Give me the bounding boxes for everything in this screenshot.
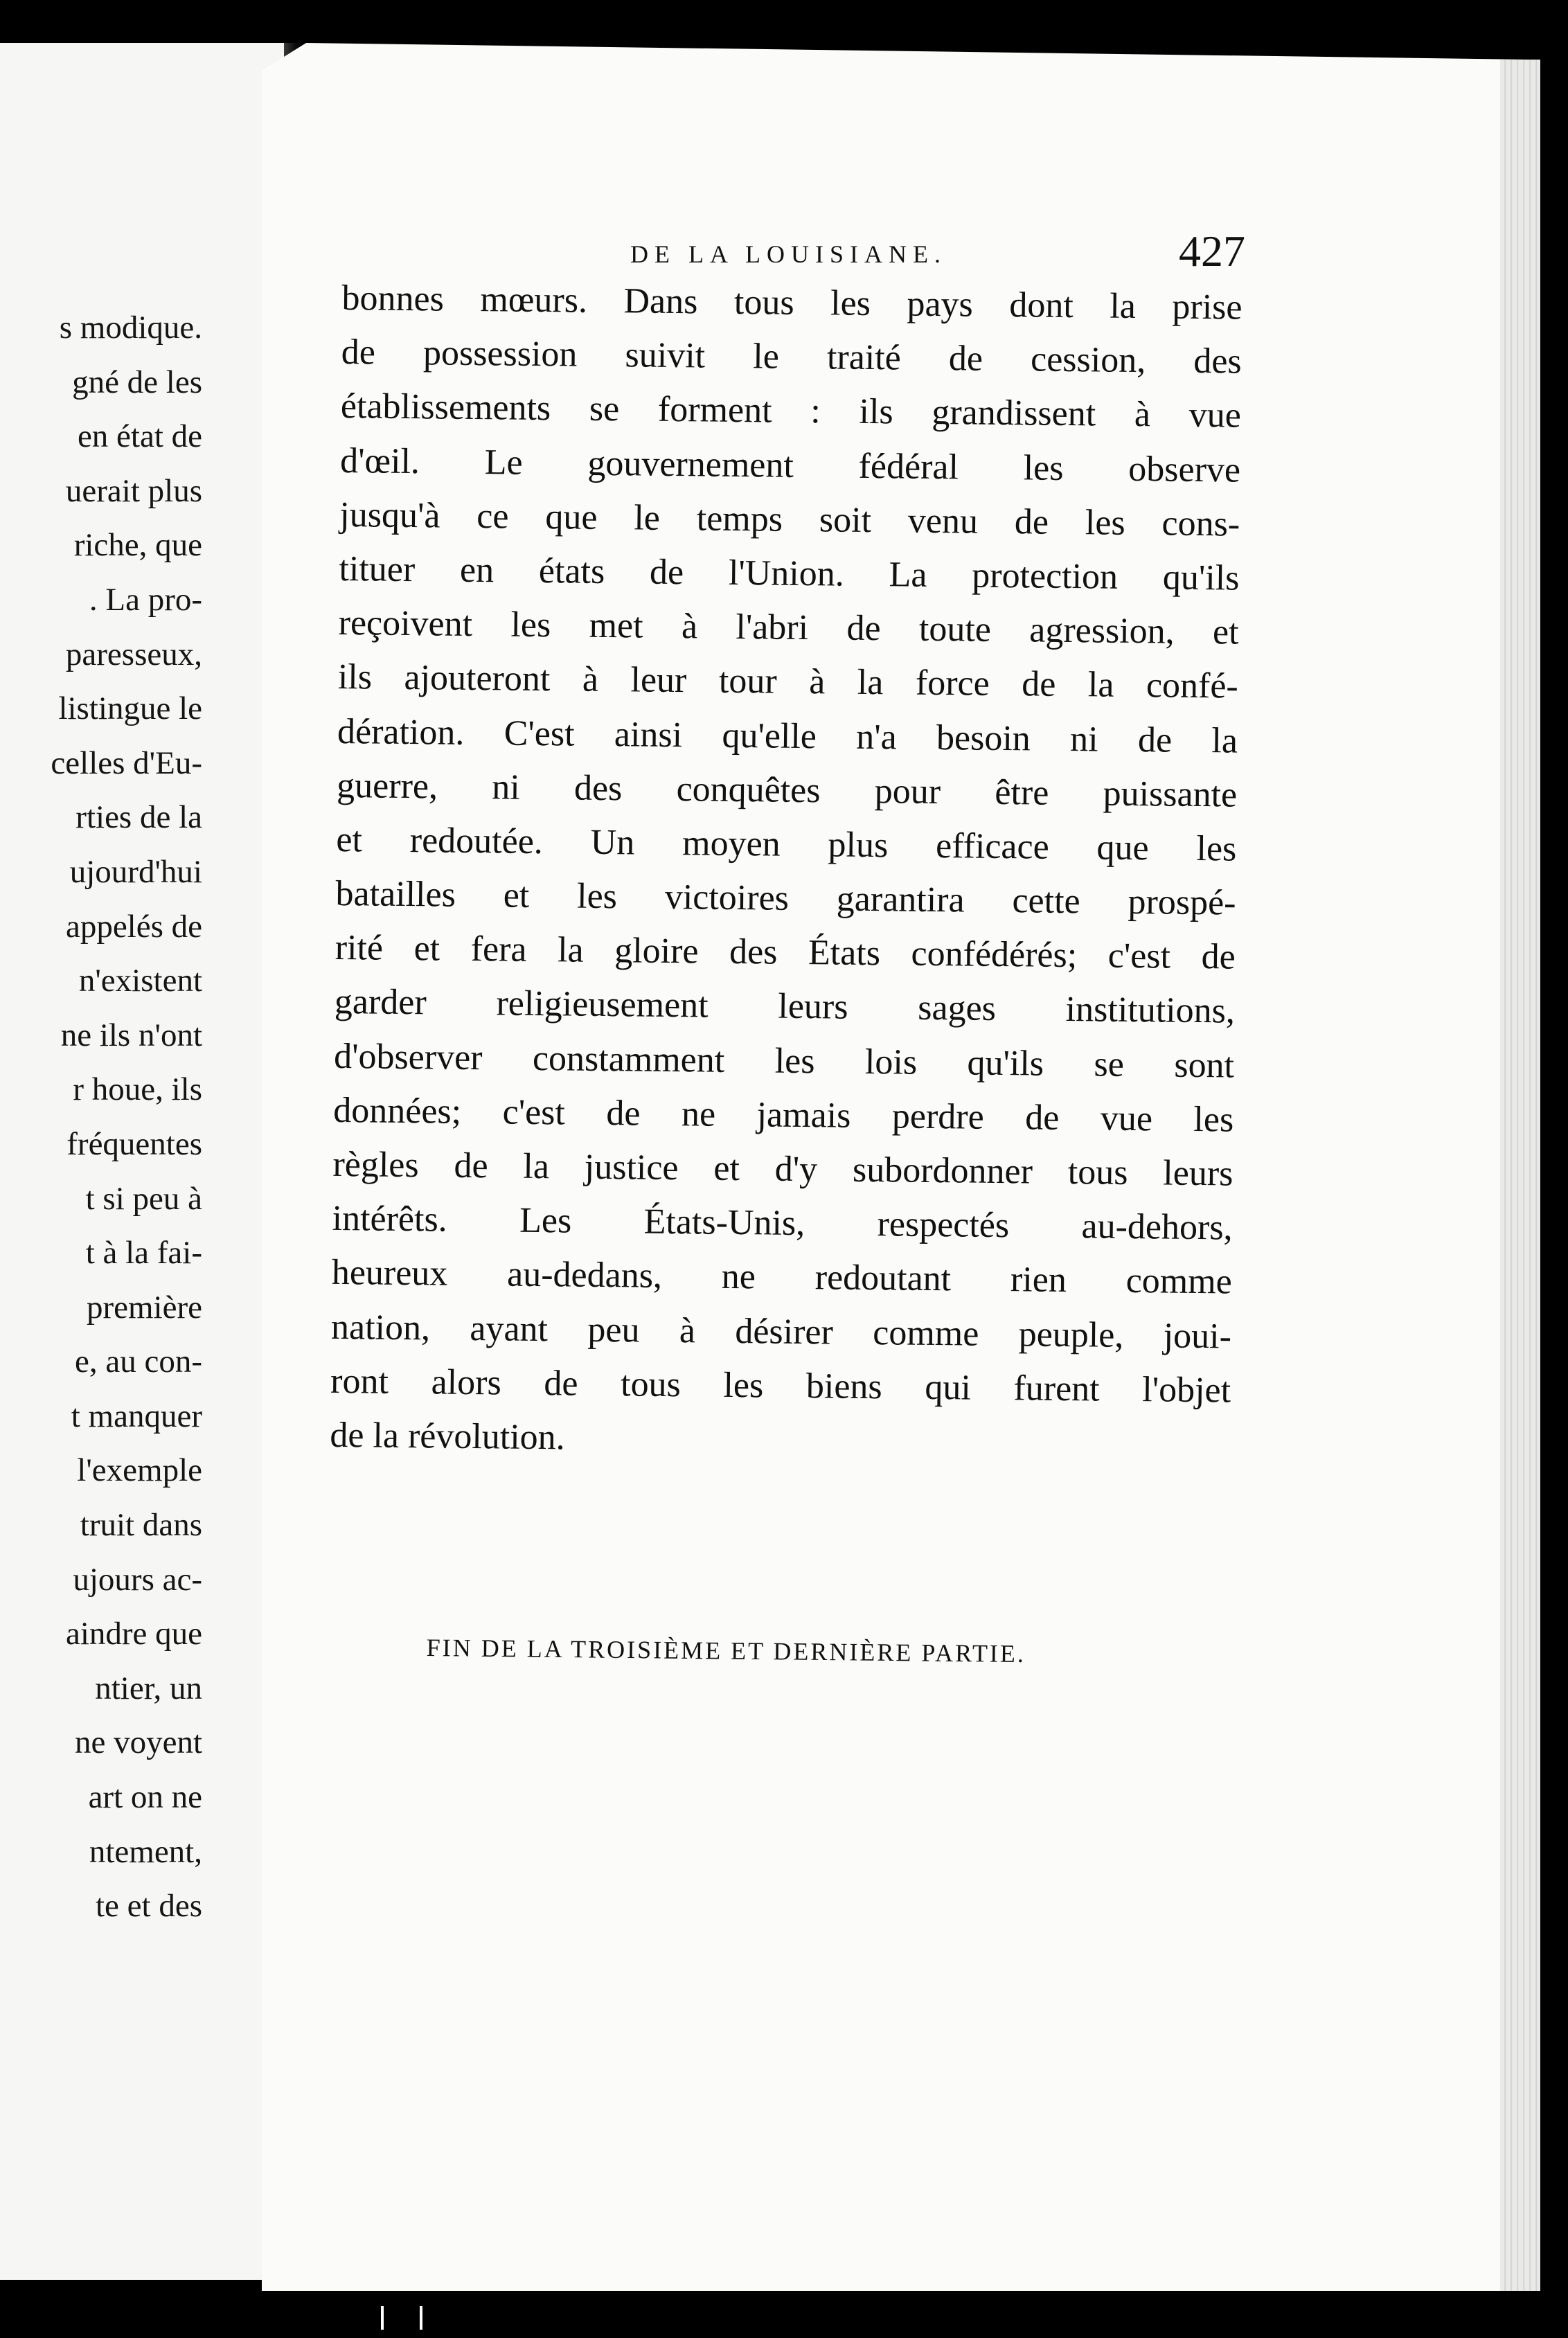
text-line: et redoutée. Un moyen plus efficace que les	[336, 819, 1237, 869]
text-line: d'observer constamment les lois qu'ils se sont	[333, 1036, 1235, 1086]
text-line: bonnes mœurs. Dans tous les pays dont la prise	[341, 278, 1242, 328]
text-line: données; c'est de ne jamais perdre de vue les	[333, 1090, 1234, 1140]
left-text-line: celles d'Eu-	[51, 744, 202, 781]
scan-mark	[420, 2306, 422, 2330]
page-edge	[1500, 60, 1540, 2291]
text-line: reçoivent les met à l'abri de toute agression, et	[338, 603, 1239, 652]
running-head: DE LA LOUISIANE.	[630, 240, 947, 268]
left-facing-page	[0, 43, 284, 2280]
text-line: établissements se forment : ils grandissent à vue	[340, 386, 1242, 436]
left-text-line: . La pro-	[89, 581, 202, 618]
left-text-line: aindre que	[65, 1616, 202, 1652]
left-text-line: riche, que	[73, 527, 202, 564]
left-text-line: n'existent	[78, 963, 202, 999]
text-line: dération. C'est ainsi qu'elle n'a besoin ni de la	[337, 711, 1238, 761]
left-text-line: t à la fai-	[85, 1235, 202, 1271]
text-line: ront alors de tous les biens qui furent l'objet	[330, 1361, 1231, 1411]
left-text-line: t si peu à	[85, 1180, 202, 1217]
text-line: batailles et les victoires garantira cette prospé-	[335, 874, 1236, 923]
left-text-line: ne voyent	[74, 1724, 202, 1761]
left-text-line: ntement,	[89, 1833, 202, 1870]
left-text-line: l'exemple	[77, 1452, 202, 1489]
main-text	[330, 271, 1242, 1472]
left-text-line: ntier, un	[95, 1670, 202, 1706]
left-text-line: rties de la	[75, 799, 202, 836]
page-number: 427	[1179, 226, 1245, 276]
left-text-line: listingue le	[58, 690, 202, 727]
text-line: nation, ayant peu à désirer comme peuple, joui-	[330, 1307, 1232, 1357]
text-line: guerre, ni des conquêtes pour être puissante	[336, 765, 1238, 815]
text-line: intérêts. Les États-Unis, respectés au-dehors,	[332, 1199, 1233, 1248]
left-text-line: fréquentes	[66, 1125, 202, 1162]
left-text-line: ujours ac-	[73, 1561, 202, 1598]
left-text-line: s modique.	[59, 310, 202, 346]
left-text-line: en état de	[77, 418, 202, 455]
left-text-line: ujourd'hui	[69, 853, 202, 890]
left-text-line: ne ils n'ont	[60, 1017, 202, 1053]
left-text-line: gné de les	[72, 364, 202, 400]
text-line: tituer en états de l'Union. La protection qu'ils	[339, 548, 1240, 598]
end-note: FIN DE LA TROISIÈME ET DERNIÈRE PARTIE.	[426, 1634, 1026, 1668]
left-text-line: r houe, ils	[73, 1071, 202, 1108]
left-page-text	[0, 301, 202, 1934]
left-text-line: uerait plus	[65, 472, 202, 509]
text-line: d'œil. Le gouvernement fédéral les observe	[339, 440, 1241, 490]
text-line: de la révolution.	[330, 1415, 566, 1458]
text-line: garder religieusement leurs sages institutions,	[334, 982, 1236, 1031]
left-text-line: te et des	[96, 1888, 202, 1925]
text-line: règles de la justice et d'y subordonner tous leurs	[332, 1144, 1233, 1194]
text-line: rité et fera la gloire des États confédérés; c'est de	[335, 928, 1236, 977]
left-text-line: e, au con-	[75, 1344, 202, 1380]
left-text-line: art on ne	[88, 1779, 202, 1816]
left-text-line: appelés de	[65, 908, 202, 945]
text-line: ils ajouteront à leur tour à la force de la confé-	[337, 657, 1239, 706]
left-text-line: première	[86, 1289, 202, 1326]
text-line: de possession suivit le traité de cession, des	[341, 332, 1242, 382]
text-line: heureux au-dedans, ne redoutant rien comme	[331, 1253, 1233, 1302]
left-text-line: truit dans	[80, 1507, 202, 1544]
left-text-line: t manquer	[71, 1398, 202, 1434]
left-text-line: paresseux,	[65, 636, 202, 672]
text-line: jusqu'à ce que le temps soit venu de les cons-	[339, 494, 1240, 544]
scan-mark	[381, 2306, 384, 2330]
